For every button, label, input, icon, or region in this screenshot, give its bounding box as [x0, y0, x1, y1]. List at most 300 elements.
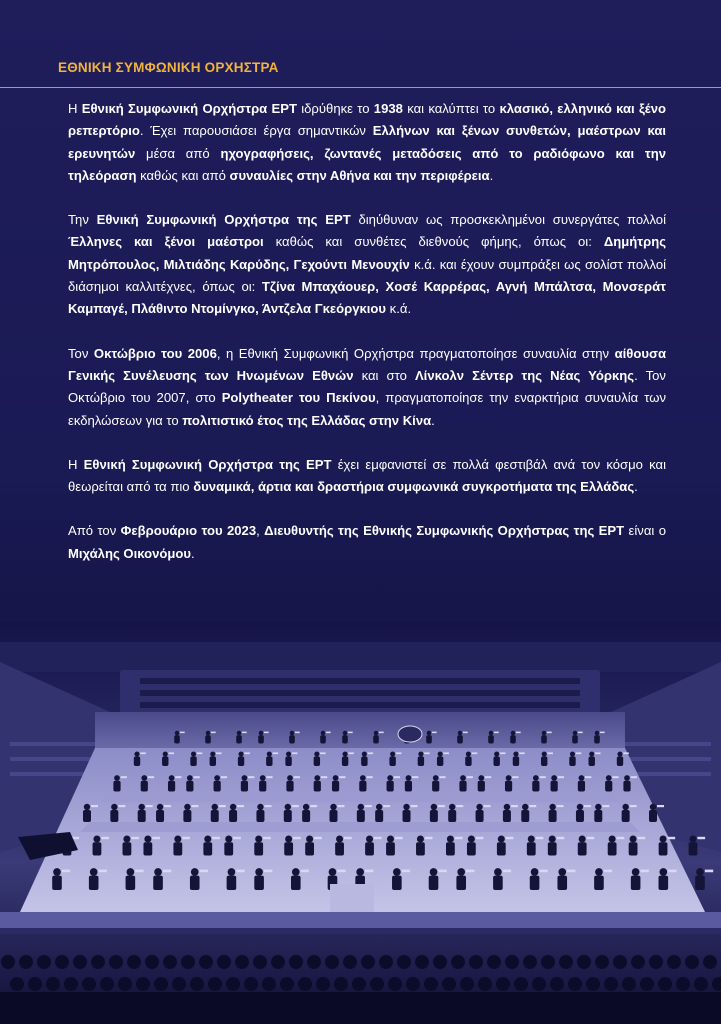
musician-body — [432, 781, 439, 792]
music-stand — [273, 752, 279, 754]
musician-body — [173, 842, 182, 855]
musician-head — [187, 775, 193, 781]
music-stand — [236, 870, 244, 873]
musician-head — [314, 775, 320, 781]
musician-body — [695, 876, 705, 890]
audience-head — [55, 955, 69, 969]
musician-body — [143, 842, 152, 855]
audience-head — [622, 977, 636, 991]
musician-body — [448, 810, 456, 822]
audience-head — [343, 955, 357, 969]
audience-head — [541, 955, 555, 969]
body-text: διηύθυναν ως προσκεκλημένοι συνεργάτες πολλοί — [350, 212, 666, 228]
music-stand — [512, 776, 518, 778]
paragraph-3 — [68, 343, 666, 432]
audience-head — [118, 977, 132, 991]
musician-head — [430, 868, 438, 876]
emphasis-text: δυναμικά, άρτια και δραστήρια συμφωνικά συγκροτήματα της Ελλάδας — [193, 479, 635, 495]
music-stand — [164, 805, 171, 807]
musician-body — [459, 781, 466, 792]
musician-head — [333, 775, 339, 781]
audience-head — [460, 977, 474, 991]
musician-body — [572, 735, 578, 743]
music-stand — [494, 732, 499, 734]
musician-body — [224, 842, 233, 855]
audience-head — [667, 955, 681, 969]
music-stand — [182, 837, 190, 839]
paragraph-5 — [68, 520, 666, 565]
emphasis-text: Λίνκολν Σέντερ της Νέας Υόρκης — [414, 367, 635, 383]
musician-head — [393, 868, 401, 876]
musician-head — [595, 731, 599, 735]
musician-head — [257, 804, 263, 810]
music-stand — [567, 870, 575, 873]
body-text: Την — [68, 212, 97, 228]
musician-head — [374, 731, 378, 735]
audience-head — [685, 955, 699, 969]
musician-body — [521, 810, 529, 822]
musician-head — [255, 835, 262, 842]
musician-body — [256, 810, 264, 822]
music-stand — [197, 752, 203, 754]
music-stand — [264, 805, 271, 807]
audience-head — [46, 977, 60, 991]
music-stand — [321, 776, 327, 778]
emphasis-text: ηχογραφήσεις, ζωντανές μεταδόσεις από το ραδιόφωνο και την τηλεόραση — [68, 145, 666, 183]
musician-head — [630, 835, 637, 842]
music-stand — [595, 752, 601, 754]
audience-head — [235, 955, 249, 969]
music-stand — [212, 837, 220, 839]
audience-head — [253, 955, 267, 969]
music-stand — [539, 870, 547, 873]
musician-head — [134, 751, 139, 756]
musician-head — [579, 775, 585, 781]
musician-head — [522, 804, 528, 810]
music-stand — [219, 805, 226, 807]
musician-head — [356, 868, 364, 876]
page-header — [58, 60, 721, 75]
music-stand — [396, 752, 402, 754]
audience-head — [442, 977, 456, 991]
music-stand — [121, 776, 127, 778]
music-stand — [604, 870, 612, 873]
music-stand — [576, 752, 582, 754]
body-text: κ.ά. και έχουν συμπράξει ως σολίστ πολλοί διάσημοι καλλιτέχνες, όπως οι: — [68, 256, 667, 295]
musician-body — [291, 876, 301, 890]
audience-head — [262, 977, 276, 991]
music-stand — [264, 732, 269, 734]
musician-head — [90, 868, 98, 876]
audience-head — [208, 977, 222, 991]
music-stand — [200, 870, 208, 873]
musician-body — [605, 781, 612, 792]
audience-head — [10, 977, 24, 991]
musician-head — [154, 868, 162, 876]
audience-head — [388, 977, 402, 991]
musician-head — [285, 804, 291, 810]
musician-head — [433, 775, 439, 781]
audience-head — [496, 977, 510, 991]
musician-body — [689, 842, 698, 855]
musician-head — [506, 775, 512, 781]
audience-head — [604, 977, 618, 991]
audience-head — [658, 977, 672, 991]
music-stand — [62, 870, 70, 873]
musician-head — [427, 731, 431, 735]
body-text: , πραγματοποίησε την εναρκτήρια συναυλία των εκδηλώσεων για το — [68, 390, 667, 428]
musician-head — [163, 751, 168, 756]
musician-head — [184, 804, 190, 810]
audience-head — [532, 977, 546, 991]
musician-body — [569, 756, 575, 766]
body-text: και στο — [353, 367, 415, 383]
musician-head — [457, 868, 465, 876]
audience-head — [424, 977, 438, 991]
musician-body — [446, 842, 455, 855]
musician-head — [660, 835, 667, 842]
audience-head — [64, 977, 78, 991]
musician-body — [530, 876, 540, 890]
musician-head — [238, 751, 243, 756]
body-text: Τον — [68, 345, 94, 361]
music-stand — [547, 752, 553, 754]
musician-body — [359, 781, 366, 792]
musician-body — [284, 842, 293, 855]
emphasis-text: Δημήτρης Μητρόπουλος, Μιλτιάδης Καρύδης, Γεχούντι Μενουχίν — [68, 234, 666, 272]
musician-body — [89, 876, 99, 890]
musician-head — [343, 751, 348, 756]
audience-head — [37, 955, 51, 969]
musician-head — [447, 835, 454, 842]
music-stand — [438, 870, 446, 873]
musician-head — [551, 775, 557, 781]
music-stand — [585, 776, 591, 778]
emphasis-text: Εθνική Συμφωνική Ορχήστρα ΕΡΤ — [81, 101, 297, 116]
music-stand — [135, 870, 143, 873]
musician-body — [541, 756, 547, 766]
musician-head — [549, 835, 556, 842]
musician-body — [513, 756, 519, 766]
musician-body — [465, 756, 471, 766]
music-stand — [631, 776, 637, 778]
music-stand — [152, 837, 160, 839]
audience-head — [514, 977, 528, 991]
music-stand — [379, 732, 384, 734]
musician-body — [156, 810, 164, 822]
musician-body — [286, 781, 293, 792]
music-stand — [584, 805, 591, 807]
body-text: ιδρύθηκε το — [296, 101, 374, 116]
musician-head — [174, 835, 181, 842]
music-stand — [292, 805, 299, 807]
musician-body — [578, 842, 587, 855]
music-stand — [383, 805, 390, 807]
music-stand — [146, 805, 153, 807]
audience-head — [19, 955, 33, 969]
music-stand — [463, 732, 468, 734]
music-stand — [402, 870, 410, 873]
musician-head — [175, 731, 179, 735]
audience-head — [190, 977, 204, 991]
musician-body — [426, 735, 432, 743]
musician-head — [260, 775, 266, 781]
musician-head — [225, 835, 232, 842]
musician-body — [211, 810, 219, 822]
musician-body — [373, 735, 379, 743]
audience-head — [127, 955, 141, 969]
musician-head — [242, 775, 248, 781]
music-stand — [337, 870, 345, 873]
musician-body — [236, 735, 242, 743]
musician-body — [332, 781, 339, 792]
musician-head — [577, 804, 583, 810]
musician-body — [254, 842, 263, 855]
emphasis-text: Εθνική Συμφωνική Ορχήστρα της ΕΡΤ — [83, 456, 332, 472]
musician-head — [204, 835, 211, 842]
music-stand — [248, 776, 254, 778]
musician-head — [387, 835, 394, 842]
musician-head — [476, 804, 482, 810]
music-stand — [667, 837, 675, 839]
musician-head — [123, 835, 130, 842]
musician-head — [390, 751, 395, 756]
musician-body — [503, 810, 511, 822]
musician-head — [549, 804, 555, 810]
musician-head — [573, 731, 577, 735]
musician-body — [389, 756, 395, 766]
music-stand — [91, 805, 98, 807]
musician-head — [336, 835, 343, 842]
musician-head — [609, 835, 616, 842]
musician-body — [205, 735, 211, 743]
music-stand — [578, 732, 583, 734]
musician-body — [335, 842, 344, 855]
audience-head — [487, 955, 501, 969]
music-stand — [484, 805, 491, 807]
musician-body — [123, 842, 132, 855]
audience-head — [370, 977, 384, 991]
audience-head — [640, 977, 654, 991]
music-stand — [368, 752, 374, 754]
music-stand — [244, 752, 250, 754]
musician-body — [405, 781, 412, 792]
musician-body — [320, 735, 326, 743]
audience-head — [631, 955, 645, 969]
musician-body — [589, 756, 595, 766]
audience-head — [703, 955, 717, 969]
music-stand — [466, 870, 474, 873]
music-stand — [467, 776, 473, 778]
musician-body — [266, 756, 272, 766]
musician-body — [214, 781, 221, 792]
music-stand — [168, 752, 174, 754]
musician-body — [314, 756, 320, 766]
emphasis-text: αίθουσα Γενικής Συνέλευσης των Ηνωμένων Εθνών — [68, 345, 666, 383]
body-text: μέσα από — [135, 145, 221, 161]
paragraph-4 — [68, 454, 666, 499]
musician-body — [392, 876, 402, 890]
musician-body — [532, 781, 539, 792]
musician-body — [305, 842, 314, 855]
music-stand — [221, 776, 227, 778]
musician-head — [53, 868, 61, 876]
music-stand — [506, 837, 514, 839]
musician-head — [237, 731, 241, 735]
musician-head — [531, 868, 539, 876]
music-stand — [640, 870, 648, 873]
musician-body — [342, 756, 348, 766]
emphasis-text: Ελλήνων και ξένων συνθετών, μαέστρων και ερευνητών — [68, 123, 667, 161]
musician-head — [417, 835, 424, 842]
musician-body — [186, 781, 193, 792]
musician-body — [478, 781, 485, 792]
audience-head — [676, 977, 690, 991]
musician-head — [329, 868, 337, 876]
header-divider — [0, 87, 721, 88]
musician-head — [579, 835, 586, 842]
page-title: ΕΘΝΙΚΗ ΣΥΜΦΩΝΙΚΗ ΟΡΧΗΣΤΡΑ — [58, 60, 279, 75]
musician-body — [629, 842, 638, 855]
music-stand — [558, 776, 564, 778]
music-stand — [175, 776, 181, 778]
music-stand — [425, 837, 433, 839]
audience-head — [145, 955, 159, 969]
audience-head — [109, 955, 123, 969]
musician-body — [285, 756, 291, 766]
musician-body — [551, 781, 558, 792]
music-stand — [193, 776, 199, 778]
music-stand — [242, 732, 247, 734]
musician-body — [659, 876, 669, 890]
musician-head — [431, 804, 437, 810]
audience-head — [73, 955, 87, 969]
musician-body — [557, 876, 567, 890]
audience-head — [406, 977, 420, 991]
musician-head — [127, 868, 135, 876]
musician-head — [533, 775, 539, 781]
music-stand — [519, 752, 525, 754]
audience-head — [586, 977, 600, 991]
musician-body — [302, 810, 310, 822]
music-stand — [557, 805, 564, 807]
audience-head — [199, 955, 213, 969]
music-stand — [320, 752, 326, 754]
musician-head — [595, 804, 601, 810]
audience-head — [325, 955, 339, 969]
audience-head — [568, 977, 582, 991]
musician-body — [241, 781, 248, 792]
music-stand — [516, 732, 521, 734]
musician-body — [437, 756, 443, 766]
emphasis-text: Εθνική Συμφωνική Ορχήστρα της ΕΡΤ — [96, 212, 351, 228]
musician-body — [457, 735, 463, 743]
music-stand — [118, 805, 125, 807]
musician-head — [624, 775, 630, 781]
audience-head — [550, 977, 564, 991]
musician-head — [191, 868, 199, 876]
music-stand — [612, 776, 618, 778]
musician-head — [406, 775, 412, 781]
music-stand — [180, 732, 185, 734]
musician-body — [361, 756, 367, 766]
musician-head — [511, 731, 515, 735]
musician-body — [254, 876, 264, 890]
emphasis-text: κλασικό, ελληνικό και ξένο ρεπερτόριο — [68, 101, 666, 139]
musician-body — [631, 876, 641, 890]
musician-head — [589, 751, 594, 756]
musician-head — [528, 835, 535, 842]
music-stand — [456, 805, 463, 807]
music-stand — [294, 776, 300, 778]
musician-body — [314, 781, 321, 792]
musician-head — [292, 868, 300, 876]
musician-head — [206, 731, 210, 735]
musician-body — [386, 842, 395, 855]
musician-head — [513, 751, 518, 756]
musician-head — [606, 775, 612, 781]
body-text: καθώς και από — [136, 167, 230, 183]
body-text: κ.ά. — [386, 301, 412, 317]
musician-body — [576, 810, 584, 822]
audience-head — [478, 977, 492, 991]
musician-head — [458, 731, 462, 735]
music-stand — [503, 870, 511, 873]
audience-head — [82, 977, 96, 991]
music-stand — [617, 837, 625, 839]
music-stand — [623, 752, 629, 754]
music-stand — [668, 870, 676, 873]
musician-body — [594, 735, 600, 743]
musician-head — [255, 868, 263, 876]
musician-head — [169, 775, 175, 781]
musician-body — [416, 842, 425, 855]
music-stand — [536, 837, 544, 839]
musician-body — [403, 810, 411, 822]
musician-body — [190, 876, 200, 890]
musician-head — [306, 835, 313, 842]
musician-head — [230, 804, 236, 810]
audience-head — [334, 977, 348, 991]
orchestra-photo — [0, 622, 721, 1024]
music-stand — [301, 870, 309, 873]
musician-body — [467, 842, 476, 855]
audience-head — [577, 955, 591, 969]
musician-head — [460, 775, 466, 781]
musician-head — [696, 868, 704, 876]
musician-body — [83, 810, 91, 822]
music-stand — [339, 776, 345, 778]
audience-head — [613, 955, 627, 969]
audience-head — [451, 955, 465, 969]
musician-head — [489, 731, 493, 735]
music-stand — [432, 732, 437, 734]
musician-body — [387, 781, 394, 792]
musician-head — [542, 751, 547, 756]
musician-body — [493, 756, 499, 766]
music-stand — [539, 776, 545, 778]
musician-body — [505, 781, 512, 792]
musician-head — [622, 804, 628, 810]
audience-head — [361, 955, 375, 969]
musician-body — [289, 735, 295, 743]
musician-body — [617, 756, 623, 766]
audience-head — [181, 955, 195, 969]
music-stand — [263, 837, 271, 839]
musician-body — [162, 756, 168, 766]
musician-head — [267, 751, 272, 756]
emphasis-text: συναυλίες στην Αθήνα και την περιφέρεια — [229, 167, 490, 183]
